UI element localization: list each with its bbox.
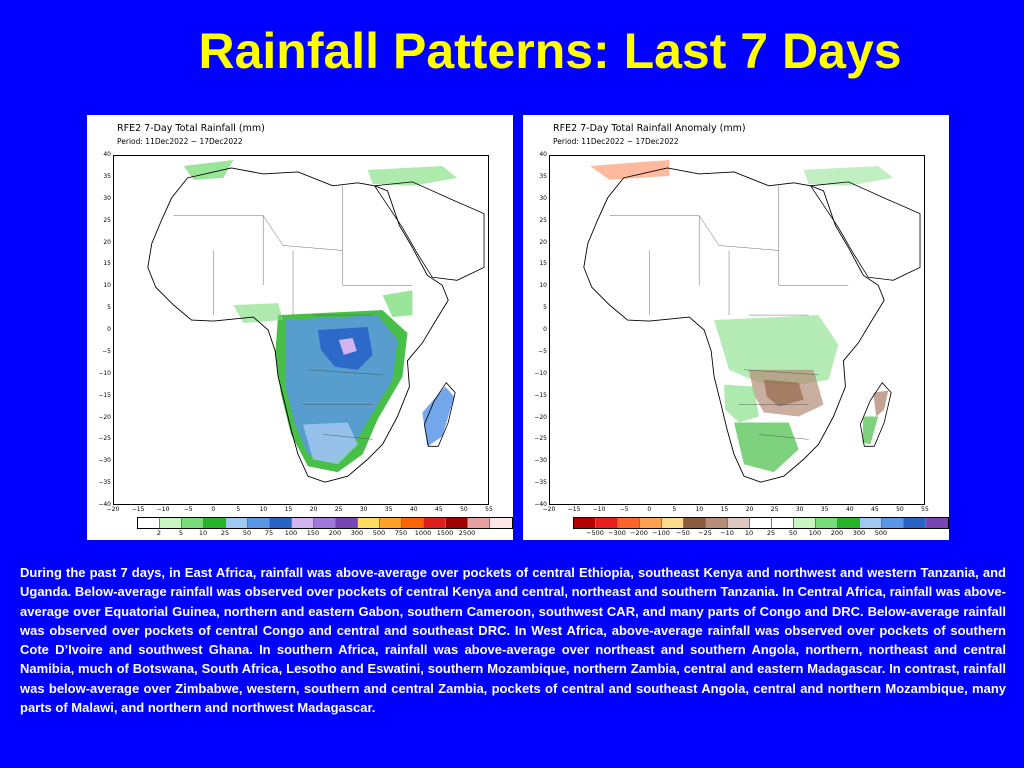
anomaly-y-tick: −20	[534, 413, 547, 421]
total-y-tick: 15	[103, 260, 111, 268]
anomaly-x-tick: 20	[745, 506, 754, 513]
anomaly-y-tick: 35	[539, 172, 547, 180]
anomaly-x-tick: 25	[770, 506, 779, 513]
total-legend-swatch	[336, 518, 358, 528]
total-x-tick: −10	[156, 506, 170, 513]
anomaly-map-title: RFE2 7-Day Total Rainfall Anomaly (mm)	[553, 123, 746, 134]
anomaly-legend-swatch	[728, 518, 750, 528]
total-legend-label: 5	[178, 529, 184, 537]
anomaly-x-tick: 0	[647, 506, 652, 513]
total-x-tick: 0	[211, 506, 216, 513]
total-y-tick: −35	[98, 479, 111, 487]
total-x-tick: 10	[259, 506, 268, 513]
total-legend-swatch	[292, 518, 314, 528]
total-y-tick: 5	[107, 304, 111, 312]
anomaly-y-tick: 25	[539, 216, 547, 224]
total-legend-label: 200	[328, 529, 342, 537]
anomaly-legend-swatch	[750, 518, 772, 528]
total-y-tick: 40	[103, 151, 111, 158]
anomaly-legend-label: −10	[720, 529, 734, 537]
total-x-tick: −15	[131, 506, 145, 513]
total-x-tick: 20	[309, 506, 318, 513]
anomaly-x-tick: 40	[845, 506, 854, 513]
anomaly-y-tick: 10	[539, 282, 547, 290]
anomaly-legend-swatch	[640, 518, 662, 528]
total-legend-swatch	[380, 518, 402, 528]
total-y-tick: −5	[102, 347, 111, 355]
anomaly-legend-swatch	[816, 518, 838, 528]
anomaly-legend-swatch	[904, 518, 926, 528]
anomaly-legend-swatch	[882, 518, 904, 528]
total-legend-label: 300	[350, 529, 364, 537]
total-legend-swatch	[468, 518, 490, 528]
total-y-tick: 30	[103, 194, 111, 202]
anomaly-legend-label: −100	[652, 529, 670, 537]
anomaly-x-tick: −20	[542, 506, 556, 513]
anomaly-legend-swatch	[596, 518, 618, 528]
anomaly-y-tick: −15	[534, 391, 547, 399]
total-legend-swatch	[270, 518, 292, 528]
anomaly-legend-label: −200	[630, 529, 648, 537]
total-legend-swatch	[138, 518, 160, 528]
anomaly-legend-swatch	[684, 518, 706, 528]
total-rainfall-shading	[184, 160, 458, 472]
total-legend	[137, 517, 513, 529]
anomaly-x-tick: 15	[720, 506, 729, 513]
anomaly-x-tick: −15	[567, 506, 581, 513]
anomaly-legend-swatch	[860, 518, 882, 528]
total-legend-label: 2	[156, 529, 162, 537]
total-y-tick: −10	[98, 369, 111, 377]
anomaly-legend-label: 50	[788, 529, 798, 537]
total-x-tick: 35	[384, 506, 393, 513]
anomaly-x-tick: 35	[820, 506, 829, 513]
anomaly-map-panel	[523, 115, 949, 540]
total-x-tick: −20	[106, 506, 120, 513]
anomaly-x-tick: 30	[795, 506, 804, 513]
anomaly-y-tick: −40	[534, 501, 547, 508]
total-x-tick: 25	[334, 506, 343, 513]
anomaly-legend	[573, 517, 949, 529]
anomaly-x-tick: 5	[672, 506, 677, 513]
anomaly-x-tick: −10	[592, 506, 606, 513]
anomaly-shading	[590, 160, 893, 472]
anomaly-x-tick: −5	[619, 506, 629, 513]
anomaly-legend-swatch	[574, 518, 596, 528]
anomaly-legend-swatch	[662, 518, 684, 528]
total-y-tick: 10	[103, 282, 111, 290]
anomaly-y-tick: −5	[538, 347, 547, 355]
total-y-tick: −20	[98, 413, 111, 421]
total-map-period: Period: 11Dec2022 − 17Dec2022	[117, 137, 243, 146]
total-legend-label: 1000	[414, 529, 432, 537]
total-legend-label: 750	[394, 529, 408, 537]
total-legend-swatch	[446, 518, 468, 528]
total-y-tick: 0	[107, 326, 111, 333]
anomaly-legend-label: −500	[586, 529, 604, 537]
anomaly-x-tick: 45	[871, 506, 879, 513]
total-x-tick: 30	[359, 506, 368, 513]
total-x-tick: 15	[284, 506, 293, 513]
total-y-tick: 20	[103, 238, 111, 246]
total-legend-label: 1500	[436, 529, 454, 537]
anomaly-legend-label: 25	[766, 529, 776, 537]
anomaly-legend-swatch	[706, 518, 728, 528]
total-y-tick: 25	[103, 216, 111, 224]
total-y-tick: −15	[98, 391, 111, 399]
anomaly-y-tick: −35	[534, 479, 547, 487]
arabia-outline-anomaly	[811, 182, 920, 280]
total-x-tick: −5	[183, 506, 193, 513]
total-legend-swatch	[402, 518, 424, 528]
total-legend-swatch	[490, 518, 512, 528]
anomaly-legend-swatch	[772, 518, 794, 528]
total-x-tick: 50	[460, 506, 468, 513]
total-legend-label: 500	[372, 529, 386, 537]
anomaly-legend-label: 200	[830, 529, 844, 537]
anomaly-y-tick: 20	[539, 238, 547, 246]
anomaly-legend-label: 500	[874, 529, 888, 537]
anomaly-legend-label: −300	[608, 529, 626, 537]
anomaly-legend-swatch	[618, 518, 640, 528]
total-y-tick: −30	[98, 457, 111, 465]
total-legend-label: 50	[242, 529, 252, 537]
anomaly-x-tick: 55	[921, 506, 929, 513]
total-legend-swatch	[226, 518, 248, 528]
slide-title: Rainfall Patterns: Last 7 Days	[198, 23, 902, 79]
anomaly-rainfall-map	[549, 155, 925, 505]
anomaly-map-period: Period: 11Dec2022 − 17Dec2022	[553, 137, 679, 146]
total-x-tick: 5	[236, 506, 241, 513]
anomaly-y-tick: 0	[543, 326, 547, 333]
anomaly-legend-label: −50	[676, 529, 690, 537]
anomaly-legend-swatch	[838, 518, 860, 528]
total-legend-label: 25	[220, 529, 230, 537]
anomaly-legend-label: 300	[852, 529, 866, 537]
total-x-tick: 55	[485, 506, 493, 513]
anomaly-y-tick: 15	[539, 260, 547, 268]
total-legend-swatch	[248, 518, 270, 528]
anomaly-legend-swatch	[794, 518, 816, 528]
anomaly-y-tick: 30	[539, 194, 547, 202]
total-x-tick: 45	[435, 506, 443, 513]
anomaly-x-tick: 10	[695, 506, 704, 513]
total-rainfall-map	[113, 155, 489, 505]
total-legend-label: 100	[284, 529, 298, 537]
total-y-tick: 35	[103, 172, 111, 180]
anomaly-legend-label: 100	[808, 529, 822, 537]
total-legend-swatch	[204, 518, 226, 528]
anomaly-x-tick: 50	[896, 506, 904, 513]
total-legend-label: 10	[198, 529, 208, 537]
total-x-tick: 40	[409, 506, 418, 513]
total-legend-label: 2500	[458, 529, 476, 537]
anomaly-legend-swatch	[926, 518, 948, 528]
summary-caption: During the past 7 days, in East Africa, rainfall was above-average over pockets of central Ethiopia, southeast Kenya and northwest and western Tanzania, and Uganda. Below-average rainfall was observed over pockets of central Kenya and central, northeast and southern Tanzania. In Central Africa, rainfall was above-average over Equatorial Guinea, northern and eastern Gabon, southern Cameroon, southwest CAR, and many parts of Congo and DRC. Below-average rainfall was observed over pockets of central Congo and central and southeast DRC. In West Africa, above-average rainfall was observed over pockets of southern Cote D’Ivoire and southwest Ghana. In southern Africa, rainfall was above-average over northeast and southern Angola, northern, northeast and central Namibia, much of Botswana, South Africa, Lesotho and Eswatini, southern Mozambique, northern Zambia, central and eastern Madagascar. In contrast, rainfall was below-average over Zimbabwe, western, southern and central Zambia, pockets of central and southeast Angola, central and northern Mozambique, many parts of Malawi, and northern and northwest Madagascar.	[20, 565, 1006, 716]
anomaly-y-tick: −10	[534, 369, 547, 377]
total-map-title: RFE2 7-Day Total Rainfall (mm)	[117, 123, 265, 134]
total-legend-swatch	[314, 518, 336, 528]
arabia-outline-total	[375, 182, 484, 280]
total-legend-swatch	[160, 518, 182, 528]
total-legend-swatch	[182, 518, 204, 528]
anomaly-y-tick: 5	[543, 304, 547, 312]
total-legend-label: 75	[264, 529, 274, 537]
total-legend-label: 150	[306, 529, 320, 537]
anomaly-y-tick: −30	[534, 457, 547, 465]
total-legend-swatch	[424, 518, 446, 528]
total-rainfall-map-panel	[87, 115, 513, 540]
anomaly-y-tick: −25	[534, 435, 547, 443]
total-y-tick: −40	[98, 501, 111, 508]
anomaly-y-tick: 40	[539, 151, 547, 158]
anomaly-legend-label: 10	[744, 529, 754, 537]
total-legend-swatch	[358, 518, 380, 528]
anomaly-legend-label: −25	[698, 529, 712, 537]
total-y-tick: −25	[98, 435, 111, 443]
